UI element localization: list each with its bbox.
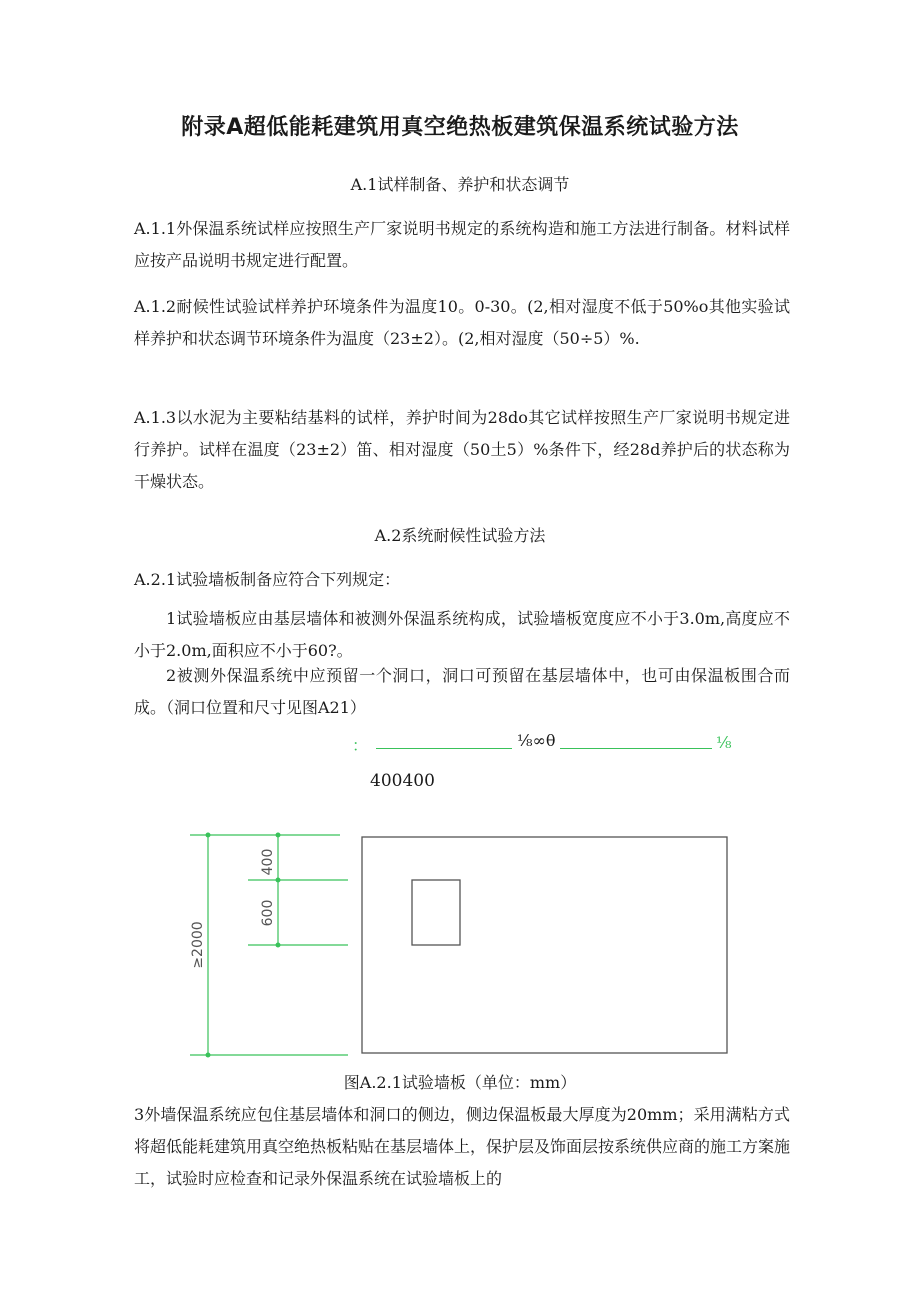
dimension-label-2000: ≥2000 xyxy=(190,921,206,969)
garbled-mark-left: ： xyxy=(352,736,369,755)
tick-mark xyxy=(276,878,281,883)
list-item-3: 3外墙保温系统应包住基层墙体和洞口的侧边，侧边保温板最大厚度为20mm；采用满粘方式将超低能耗建筑用真空绝热板粘贴在基层墙体上，保护层及饰面层按系统供应商的施工方案施工，试验时应检查和记录外保温系统在试验墙板上的 xyxy=(134,1105,791,1188)
list-item-1: 1试验墙板应由基层墙体和被测外保温系统构成，试验墙板宽度应不小于3.0m,高度应不小于2.0m,面积应不小于60?。 xyxy=(134,609,790,660)
garbled-dimension-text: ⅛∞θ xyxy=(517,731,556,750)
dimension-label-400: 400 xyxy=(260,848,276,876)
section-heading-a1: A.1试样制备、养护和状态调节 xyxy=(350,175,570,194)
list-item-2: 2被测外保温系统中应预留一个洞口，洞口可预留在基层墙体中，也可由保温板围合而成。（洞口位置和尺寸见图A21） xyxy=(134,666,790,717)
dimension-label-600: 600 xyxy=(260,899,276,927)
figure-caption: 图A.2.1试验墙板（单位：mm） xyxy=(343,1073,577,1092)
tick-mark xyxy=(206,833,211,838)
appendix-title: 附录A超低能耗建筑用真空绝热板建筑保温系统试验方法 xyxy=(181,115,739,140)
section-heading-a2: A.2系统耐候性试验方法 xyxy=(374,526,546,545)
garbled-mark-right: ⅛ xyxy=(716,733,732,752)
dimension-text: 400400 xyxy=(370,771,435,791)
tick-mark xyxy=(276,833,281,838)
paragraph-a21: A.2.1试验墙板制备应符合下列规定： xyxy=(134,570,401,589)
test-wall-diagram xyxy=(180,825,740,1060)
dimension-underline-left xyxy=(376,748,512,749)
tick-mark xyxy=(276,943,281,948)
paragraph-a12: A.1.2耐候性试验试样养护环境条件为温度10。0-30。(2,相对湿度不低于50%o其他实验试样养护和状态调节环境条件为温度（23±2）。(2,相对湿度（50÷5）%. xyxy=(134,297,790,348)
tick-mark xyxy=(206,1053,211,1058)
opening-outline xyxy=(412,880,460,945)
paragraph-a11: A.1.1外保温系统试样应按照生产厂家说明书规定的系统构造和施工方法进行制备。材料试样应按产品说明书规定进行配置。 xyxy=(134,219,790,270)
paragraph-a13: A.1.3以水泥为主要粘结基料的试样，养护时间为28do其它试样按照生产厂家说明书规定进行养护。试样在温度（23±2）笛、相对湿度（50土5）%条件下，经28d养护后的状态称为干燥状态。 xyxy=(134,408,790,491)
dimension-underline-right xyxy=(560,748,712,749)
